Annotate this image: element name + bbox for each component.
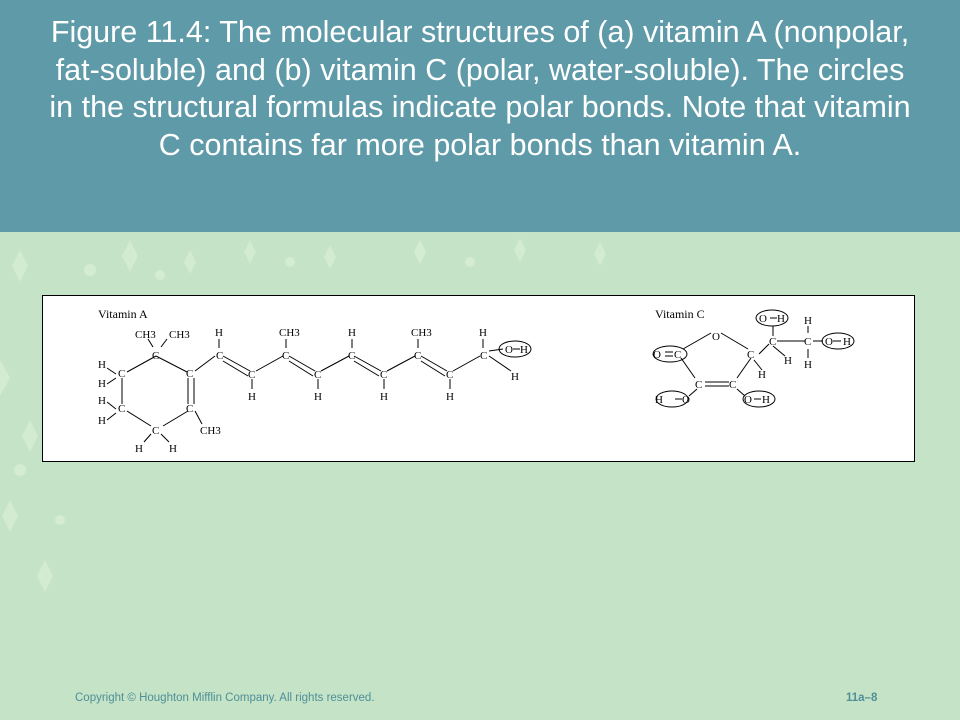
hydrogen-label: H	[98, 415, 106, 427]
vitamin-c-label: Vitamin C	[655, 307, 705, 321]
hydrogen-label: H	[135, 443, 143, 455]
vitamin-c-structure	[653, 307, 854, 407]
carbon-label: C	[804, 336, 812, 348]
carbon-label: C	[446, 369, 454, 381]
carbon-label: C	[695, 379, 703, 391]
hydrogen-label: H	[348, 327, 356, 339]
hydrogen-label: H	[98, 378, 106, 390]
hydrogen-label: H	[98, 359, 106, 371]
vitamin-a-structure	[98, 307, 531, 455]
hydrogen-label: H	[758, 369, 766, 381]
carbon-label: C	[118, 403, 126, 415]
oxygen-label: O	[825, 336, 833, 348]
hydrogen-label: H	[655, 394, 663, 406]
carbon-label: C	[414, 350, 422, 362]
hydrogen-label: H	[380, 391, 388, 403]
hydrogen-label: H	[98, 395, 106, 407]
carbon-label: C	[186, 368, 194, 380]
methyl-label: CH3	[411, 327, 432, 339]
oxygen-label: O	[759, 313, 767, 325]
carbon-label: C	[380, 369, 388, 381]
carbon-label: C	[747, 349, 755, 361]
oxygen-label: O	[505, 344, 513, 356]
carbon-label: C	[729, 379, 737, 391]
figure-panel	[42, 295, 915, 462]
carbon-label: C	[152, 350, 160, 362]
footer-copyright: Copyright © Houghton Mifflin Company. All rights reserved.	[75, 692, 375, 704]
carbon-label: C	[282, 350, 290, 362]
hydrogen-label: H	[248, 391, 256, 403]
hydrogen-label: H	[479, 327, 487, 339]
methyl-label: CH3	[169, 329, 190, 341]
carbon-label: C	[769, 336, 777, 348]
hydrogen-label: H	[511, 371, 519, 383]
carbon-label: C	[118, 368, 126, 380]
carbon-label: C	[480, 350, 488, 362]
hydrogen-label: H	[777, 313, 785, 325]
carbon-label: C	[348, 350, 356, 362]
hydrogen-label: H	[215, 327, 223, 339]
hydrogen-label: H	[446, 391, 454, 403]
carbon-label: C	[152, 425, 160, 437]
oxygen-label: O	[712, 331, 720, 343]
carbon-label: C	[674, 349, 682, 361]
methyl-label: CH3	[279, 327, 300, 339]
hydrogen-label: H	[520, 344, 528, 356]
vitamin-a-label: Vitamin A	[98, 307, 148, 321]
carbon-label: C	[216, 350, 224, 362]
oxygen-label: O	[744, 394, 752, 406]
hydrogen-label: H	[169, 443, 177, 455]
oxygen-label: O	[682, 394, 690, 406]
slide-title: Figure 11.4: The molecular structures of (a) vitamin A (nonpolar, fat-soluble) and (b) vitamin C (polar, water-soluble). The circles in the structural formulas indicate polar bonds. Note that vitamin C contains far more polar bonds than vitamin A.	[49, 15, 911, 162]
methyl-label: CH3	[200, 425, 221, 437]
hydrogen-label: H	[762, 394, 770, 406]
methyl-label: CH3	[135, 329, 156, 341]
hydrogen-label: H	[804, 315, 812, 327]
hydrogen-label: H	[314, 391, 322, 403]
hydrogen-label: H	[784, 355, 792, 367]
carbon-label: C	[248, 369, 256, 381]
carbon-label: C	[314, 369, 322, 381]
carbon-label: C	[186, 403, 194, 415]
oxygen-label: O	[653, 349, 661, 361]
hydrogen-label: H	[843, 336, 851, 348]
slide-number: 11a–8	[846, 692, 878, 704]
hydrogen-label: H	[804, 359, 812, 371]
